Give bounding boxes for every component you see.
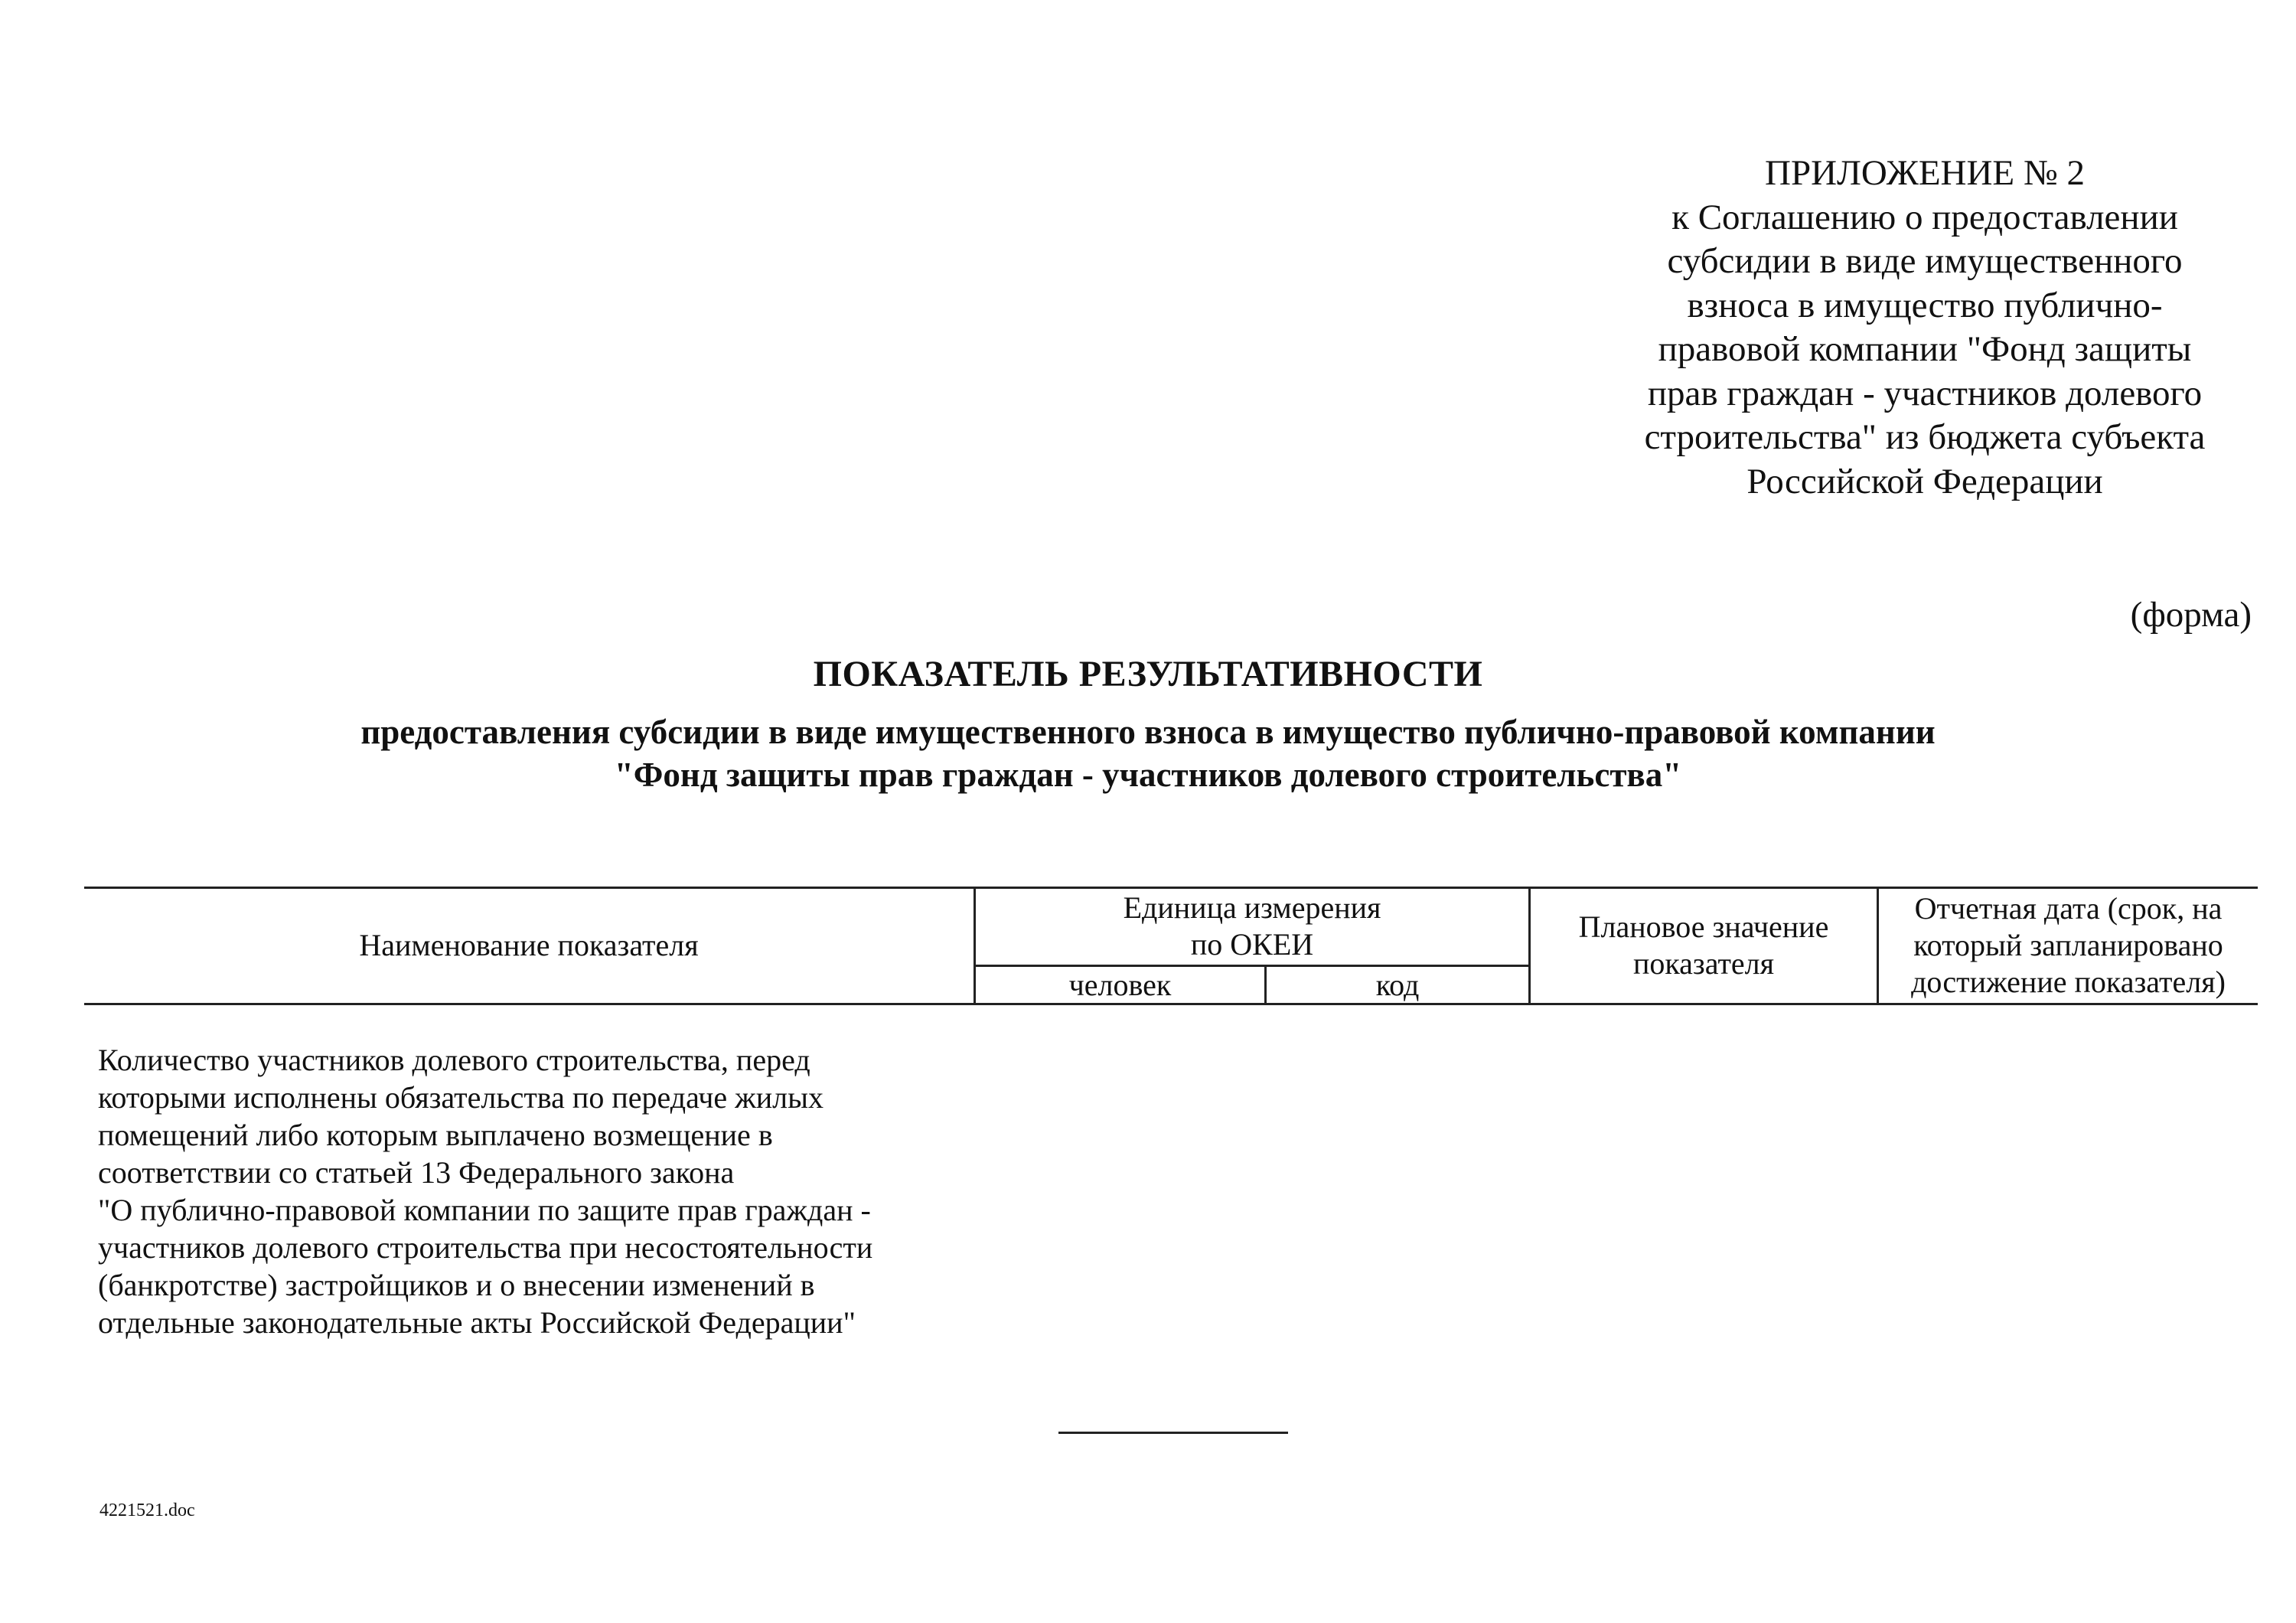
appendix-line: прав граждан - участников долевого — [1647, 373, 2203, 413]
subtitle-line: "Фонд защиты прав граждан - участников долевого строительства" — [614, 756, 1682, 794]
form-label: (форма) — [2130, 595, 2252, 635]
subtitle-line: предоставления субсидии в виде имущественного взноса в имущество публично-правовой компании — [360, 713, 1936, 751]
closing-rule — [1058, 1432, 1288, 1434]
appendix-line: субсидии в виде имущественного — [1667, 241, 2183, 281]
appendix-line: строительства" из бюджета субъекта — [1644, 417, 2206, 457]
header-planned-value: Плановое значение показателя — [1578, 909, 1829, 981]
document-file-id: 4221521.doc — [99, 1501, 195, 1520]
indicator-row-name: Количество участников долевого строительства, перед которыми исполнены обязательства по передаче жилых помещений либо которым выплачено возмещение в соответствии со статьей 13 Федерального закона "О публично-правовой компании по защите прав граждан - участников долевого строительства при несостоятельности (банкротстве) застройщиков и о внесении изменений в отдельные законодательные акты Российской Федерации" — [98, 1043, 873, 1340]
header-unit-name: человек — [1068, 967, 1172, 1002]
appendix-line: к Соглашению о предоставлении — [1671, 197, 2178, 237]
header-unit-code: код — [1375, 967, 1420, 1002]
document-title: ПОКАЗАТЕЛЬ РЕЗУЛЬТАТИВНОСТИ — [813, 654, 1483, 694]
appendix-line: Российской Федерации — [1746, 461, 2103, 501]
appendix-line: взноса в имущество публично- — [1687, 285, 2163, 325]
appendix-block — [1546, 152, 2296, 504]
appendix-line: правовой компании "Фонд защиты — [1658, 329, 2192, 369]
appendix-line: ПРИЛОЖЕНИЕ № 2 — [1765, 153, 2085, 193]
header-indicator-name: Наименование показателя — [359, 928, 699, 962]
header-unit: Единица измерения по ОКЕИ — [1123, 890, 1381, 962]
header-reporting-date: Отчетная дата (срок, на который запланировано достижение показателя) — [1911, 891, 2226, 999]
document-subtitle — [0, 710, 2296, 796]
